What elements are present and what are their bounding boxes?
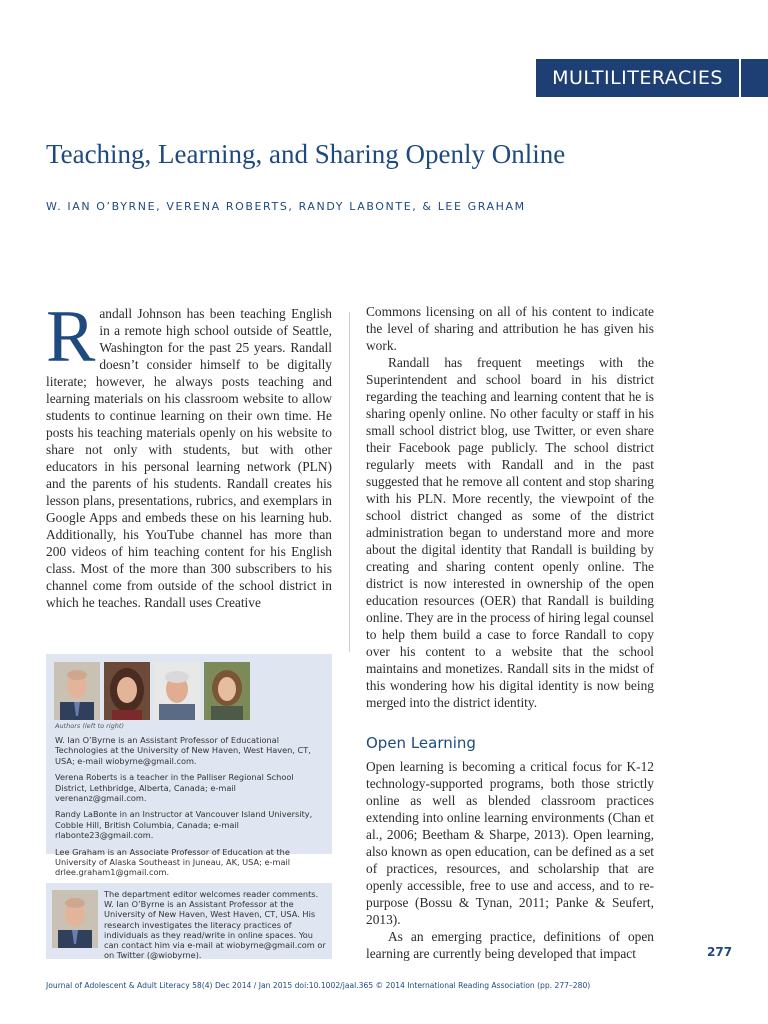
paragraph-3: Open learning is becoming a critical focus for K-12 technology-supported programs, both those strictly online as well as blended classroom practices extending into online learning environments (Chan et al., 2006; Beetham & Sharpe, 2013). Open learning, also known as open education, can be defined as a set of practices, resources, and scholarship that are openly accessible, free to use and access, and to re-purpose (Bossu & Tynan, 2011; Panke & Seufert, 2013). xyxy=(366,759,654,927)
editor-photo xyxy=(52,890,98,948)
paragraph-4: As an emerging practice, definitions of open learning are currently being developed that impact xyxy=(366,929,654,961)
banner-tail xyxy=(741,59,768,97)
author-bio: Randy LaBonte in an Instructor at Vancouver Island University, Cobble Hill, British Columbia, Canada; e-mail rlabonte23@gmail.com. xyxy=(55,809,313,841)
page-number: 277 xyxy=(707,945,733,959)
paragraph-1: Commons licensing on all of his content to indicate the level of sharing and attribution he has given his work. xyxy=(366,304,654,353)
authors-line: W. IAN O’BYRNE, VERENA ROBERTS, RANDY LABONTE, & LEE GRAHAM xyxy=(46,200,526,213)
author-photo-obyrne xyxy=(54,662,100,720)
photo-caption: Authors (left to right) xyxy=(55,722,124,730)
author-bio: Verena Roberts is a teacher in the Palliser Regional School District, Lethbridge, Alberta, Canada; e-mail verenanz@gmail.com. xyxy=(55,772,294,804)
author-photo-graham xyxy=(204,662,250,720)
author-info-box xyxy=(46,654,332,878)
body-column-right xyxy=(366,303,654,962)
paragraph-2: Randall has frequent meetings with the Superintendent and school board in his district regarding the teaching and learning content that he is sharing openly online. No other faculty or staff in his small school district blog, use Twitter, or even share their Facebook page publicly. The school district regularly meets with Randall and in the past suggested that he remove all content and stop sharing with his PLN. More recently, the viewpoint of the school district changed as some of the district administration began to understand more and more about the digital identity that Randall is building by creating and sharing content openly online. The district is now interested in ownership of the open education resources (OER) that Randall is building online. They are in the process of hiring legal counsel to help them build a case to force Randall to copy over his content to a website that the school maintains and monetizes. Randall sits in the midst of this wondering how his digital identity is now being merged into the district identity. xyxy=(366,355,654,710)
section-label: MULTILITERACIES xyxy=(552,67,723,89)
section-heading-open-learning: Open Learning xyxy=(366,734,476,752)
author-bio: W. Ian O’Byrne is an Assistant Professor of Educational Technologies at the University of New Haven, West Haven, CT, USA; e-mail wiobyrne@gmail.com. xyxy=(55,735,311,766)
article-title: Teaching, Learning, and Sharing Openly Online xyxy=(46,139,566,169)
body-column-left xyxy=(46,296,332,611)
intro-text: andall Johnson has been teaching English in a remote high school outside of Seattle, Washington for the past 25 years. Randall doesn’t consider himself to be digitally literate; however, he always posts teaching and learning materials on his classroom website to allow students to continue learning on their own time. He posts his teaching materials openly on his website to share not only with students, but with other educators in his personal learning network (PLN) and the parents of his students. Randall creates his lesson plans, presentations, rubrics, and exemplars in Google Apps and embeds these on his learning hub. Additionally, his YouTube channel has more than 200 videos of him teaching content for his English class. Most of the more than 300 subscribers to his channel come from outside of the school district in which he teaches. Randall uses Creative xyxy=(46,306,332,610)
section-banner xyxy=(536,59,739,97)
intro-paragraph xyxy=(46,296,332,611)
author-bio-list xyxy=(55,735,325,884)
editor-info-box xyxy=(46,883,332,959)
author-photo-labonte xyxy=(154,662,200,720)
author-photos xyxy=(54,662,250,722)
author-bio: Lee Graham is an Associate Professor of Education at the University of Alaska Southeast in Juneau, AK, USA; e-mail drlee.graham1@gmail.com. xyxy=(55,846,291,878)
journal-citation: Journal of Adolescent & Adult Literacy 58(4) Dec 2014 / Jan 2015 doi:10.1002/jaal.365 © 2014 International Reading Association (pp. 277–280) xyxy=(46,981,591,990)
column-divider xyxy=(349,312,350,652)
drop-cap: R xyxy=(46,296,96,378)
author-photo-roberts xyxy=(104,662,150,720)
editor-note: The department editor welcomes reader comments. W. Ian O’Byrne is an Assistant Professor at the University of New Haven, West Haven, CT, USA. His research investigates the literacy practices of individuals as they read/write in online spaces. You can contact him via e-mail at wiobyrne@gmail.com or on Twitter (@wiobyrne). xyxy=(104,889,326,961)
